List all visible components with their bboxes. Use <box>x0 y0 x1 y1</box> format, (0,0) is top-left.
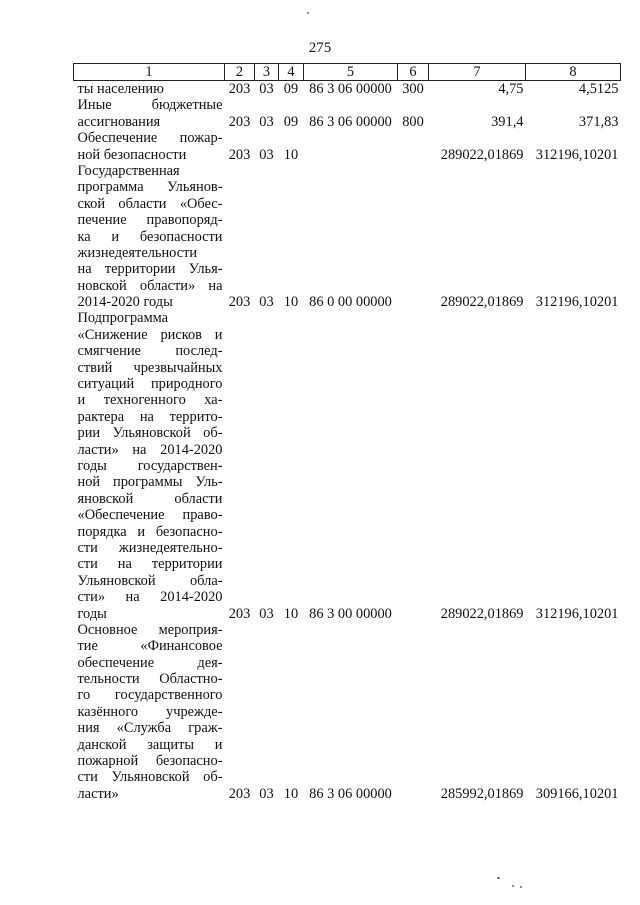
item-name-line: программа Ульянов- <box>77 179 223 196</box>
column-header: 3 <box>255 64 279 81</box>
table-row <box>74 97 621 130</box>
item-name-line: «Обеспечение право- <box>77 507 223 524</box>
item-name-line: жизнедеятельности <box>77 244 198 261</box>
department-code: 203 <box>228 605 251 622</box>
expense-type-code: 300 <box>402 81 424 97</box>
expense-type-code <box>398 310 429 621</box>
item-name <box>74 163 225 311</box>
item-name <box>74 130 225 163</box>
expense-type-code <box>398 163 429 311</box>
amount-year-2: 4,5125 <box>578 81 619 97</box>
item-name-line: ка и безопасности <box>77 228 223 245</box>
item-name-line: ствий чрезвычайных <box>77 359 223 376</box>
subsection-code: 09 <box>283 81 299 97</box>
target-article-code <box>304 130 398 163</box>
item-name-line: годы <box>77 605 107 622</box>
item-name-line: Обеспечение пожар- <box>77 130 223 147</box>
item-name-line: «Снижение рисков и <box>77 326 223 343</box>
item-name-line: новской области» на <box>77 277 223 294</box>
section-code: 03 <box>259 81 274 97</box>
scan-speck <box>512 885 514 887</box>
target-article-code: 86 3 06 00000 <box>309 785 392 802</box>
target-article-code: 86 0 00 00000 <box>309 294 392 311</box>
item-name-line: ассигнования <box>77 113 161 130</box>
column-header: 4 <box>279 64 304 81</box>
department-code: 203 <box>228 785 251 802</box>
section-code: 03 <box>259 113 274 130</box>
item-name-line: на территории Улья- <box>77 261 223 278</box>
item-name-line: ласти» на 2014-2020 <box>77 441 223 458</box>
item-name-line: го государственного <box>77 687 223 704</box>
item-name-line: ской области «Обес- <box>77 195 223 212</box>
item-name-line: Ульяновской обла- <box>77 572 223 589</box>
amount-year-2: 309166,10201 <box>535 785 619 802</box>
item-name-line: ласти» <box>77 785 119 802</box>
amount-year-1: 391,4 <box>491 113 524 130</box>
item-name-line: пожарной безопасно- <box>77 753 223 770</box>
target-article-code: 86 3 06 00000 <box>309 113 392 130</box>
section-code: 03 <box>259 146 274 163</box>
amount-year-2: 312196,10201 <box>535 294 619 311</box>
item-name-line: Подпрограмма <box>77 310 169 327</box>
amount-year-2: 312196,10201 <box>535 146 619 163</box>
item-name-line: ния «Служба граж- <box>77 720 223 737</box>
expense-type-code: 800 <box>402 113 424 130</box>
expense-type-code <box>398 622 429 802</box>
item-name-line: сти» на 2014-2020 <box>77 589 223 606</box>
page-number: 275 <box>308 40 332 56</box>
target-article-code: 86 3 06 00000 <box>309 81 392 97</box>
table-header-row <box>74 64 621 81</box>
amount-year-1: 289022,01869 <box>440 294 524 311</box>
item-name <box>74 97 225 130</box>
item-name-line: сти жизнедеятельно- <box>77 539 223 556</box>
item-name-line: данской защиты и <box>77 736 223 753</box>
column-header: 1 <box>74 64 225 81</box>
target-article-code: 86 3 00 00000 <box>309 605 392 622</box>
item-name-line: сти Ульяновской об- <box>77 769 223 786</box>
item-name-line: яновской области <box>77 490 223 507</box>
table-row <box>74 163 621 311</box>
department-code: 203 <box>228 294 251 311</box>
column-header: 7 <box>429 64 526 81</box>
subsection-code: 10 <box>283 294 299 311</box>
item-name-line: сти на территории <box>77 556 223 573</box>
item-name-line: тие «Финансовое <box>77 638 223 655</box>
amount-year-1: 4,75 <box>498 81 524 97</box>
column-header: 6 <box>398 64 429 81</box>
item-name-line: ты населению <box>77 81 164 98</box>
department-code: 203 <box>228 146 251 163</box>
item-name-line: ситуаций природного <box>77 376 223 393</box>
section-code: 03 <box>259 605 274 622</box>
item-name-line: годы государствен- <box>77 458 223 474</box>
item-name-line: Государственная <box>77 162 180 179</box>
item-name-line: и техногенного ха- <box>77 392 223 409</box>
item-name-line: тельности Областно- <box>77 671 223 688</box>
table-row <box>74 622 621 802</box>
amount-year-2: 312196,10201 <box>535 605 619 622</box>
budget-table <box>73 63 621 802</box>
column-header: 5 <box>304 64 398 81</box>
expense-type-code <box>398 130 429 163</box>
subsection-code: 09 <box>283 113 299 130</box>
table-row <box>74 81 621 98</box>
item-name <box>74 81 225 98</box>
amount-year-1: 289022,01869 <box>440 146 524 163</box>
item-name-line: ной безопасности <box>77 146 187 163</box>
column-header: 2 <box>225 64 255 81</box>
scan-speck <box>307 12 309 14</box>
department-code: 203 <box>228 113 251 130</box>
item-name-line: Основное мероприя- <box>77 621 223 638</box>
item-name-line: ной программы Уль- <box>77 474 223 491</box>
scan-speck <box>497 877 500 879</box>
subsection-code: 10 <box>283 146 299 163</box>
item-name-line: казённого учрежде- <box>77 703 223 720</box>
amount-year-1: 289022,01869 <box>440 605 524 622</box>
item-name <box>74 622 225 802</box>
table-row <box>74 310 621 621</box>
amount-year-2: 371,83 <box>578 113 619 130</box>
item-name-line: рактера на террито- <box>77 408 223 425</box>
item-name-line: Иные бюджетные <box>77 97 223 114</box>
section-code: 03 <box>259 785 274 802</box>
scan-speck <box>520 886 522 888</box>
amount-year-1: 285992,01869 <box>440 785 524 802</box>
subsection-code: 10 <box>283 785 299 802</box>
item-name-line: обеспечение дея- <box>77 654 223 671</box>
subsection-code: 10 <box>283 605 299 622</box>
item-name-line: смягчение послед- <box>77 343 223 360</box>
item-name-line: 2014-2020 годы <box>77 294 173 311</box>
item-name-line: порядка и безопасно- <box>77 523 223 540</box>
table-row <box>74 130 621 163</box>
column-header: 8 <box>526 64 621 81</box>
item-name-line: печение правопоряд- <box>77 212 223 229</box>
section-code: 03 <box>259 294 274 311</box>
item-name-line: рии Ульяновской об- <box>77 425 223 442</box>
department-code: 203 <box>228 81 251 97</box>
item-name <box>74 310 225 621</box>
